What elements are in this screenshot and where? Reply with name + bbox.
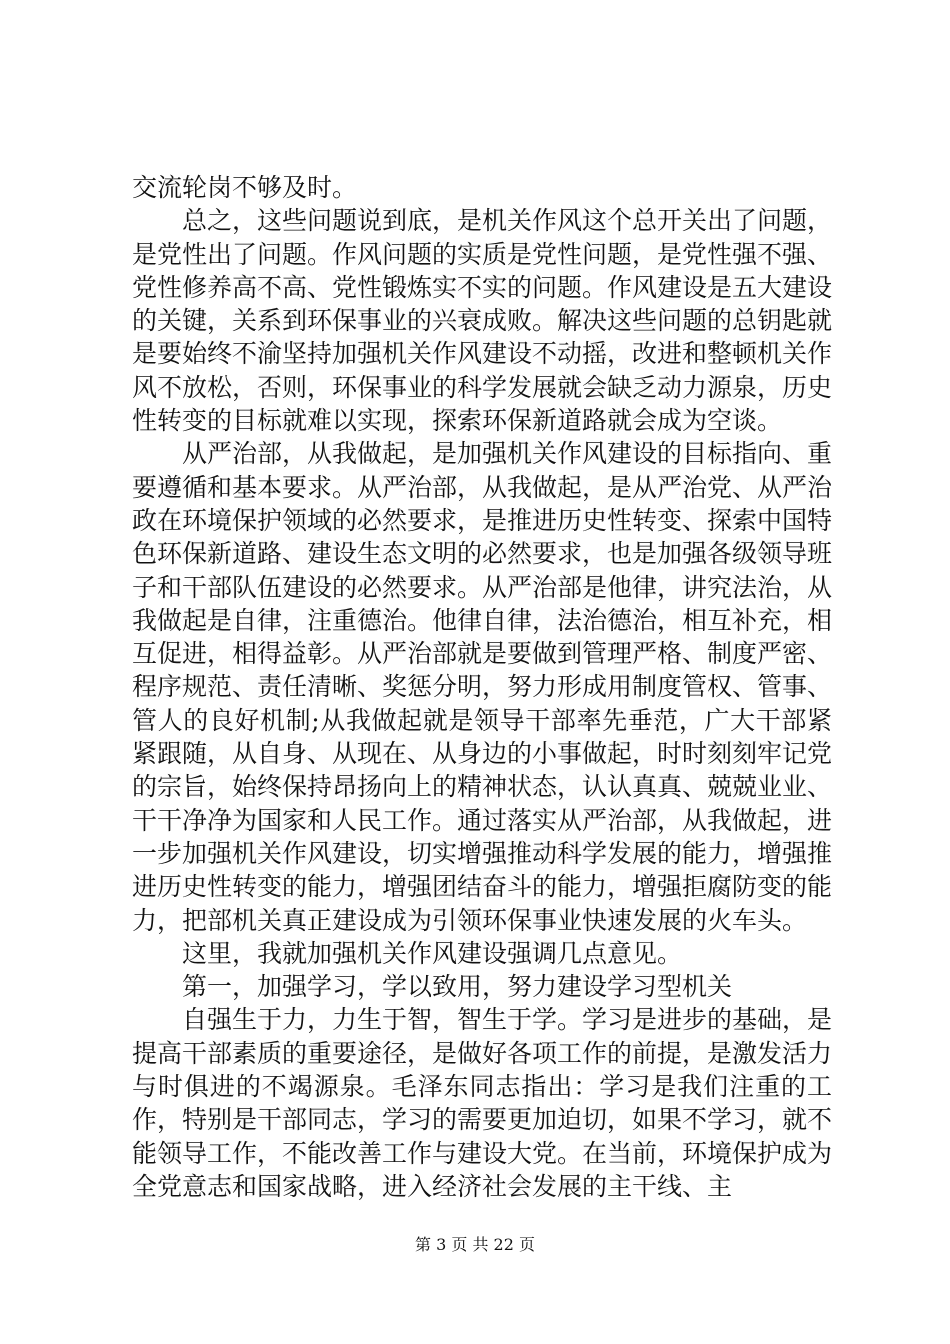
paragraph-4: 这里，我就加强机关作风建设强调几点意见。 bbox=[182, 938, 683, 968]
paragraph-6: 自强生于力，力生于智，智生于学。学习是进步的基础，是提高干部素质的重要途径，是做好各项工作的前提，是激发活力与时俱进的不竭源泉。毛泽东同志指出：学习是我们注重的工作，特别是干部同志，学习的需要更加迫切，如果不学习，就不能领导工作，不能改善工作与建设大党。在当前，环境保护成为全党意志和国家战略，进入经济社会发展的主干线、主 bbox=[132, 1005, 833, 1201]
paragraph-2: 总之，这些问题说到底，是机关作风这个总开关出了问题，是党性出了问题。作风问题的实质是党性问题，是党性强不强、党性修养高不高、党性锻炼实不实的问题。作风建设是五大建设的关键，关系到环保事业的兴衰成败。解决这些问题的总钥匙就是要始终不渝坚持加强机关作风建设不动摇，改进和整顿机关作风不放松，否则，环保事业的科学发展就会缺乏动力源泉，历史性转变的目标就难以实现，探索环保新道路就会成为空谈。 bbox=[132, 206, 833, 436]
document-body bbox=[132, 171, 832, 1203]
paragraph-1: 交流轮岗不够及时。 bbox=[132, 173, 358, 202]
section-heading: 第一，加强学习，学以致用，努力建设学习型机关 bbox=[182, 972, 733, 1002]
page-number-footer: 第 3 页 共 22 页 bbox=[415, 1235, 535, 1254]
paragraph-3: 从严治部，从我做起，是加强机关作风建设的目标指向、重要遵循和基本要求。从严治部，从我做起，是从严治党、从严治政在环境保护领域的必然要求，是推进历史性转变、探索中国特色环保新道路、建设生态文明的必然要求，也是加强各级领导班子和干部队伍建设的必然要求。从严治部是他律，讲究法治，从我做起是自律，注重德治。他律自律，法治德治，相互补充，相互促进，相得益彰。从严治部就是要做到管理严格、制度严密、程序规范、责任清晰、奖惩分明，努力形成用制度管权、管事、管人的良好机制;从我做起就是领导干部率先垂范，广大干部紧紧跟随，从自身、从现在、从身边的小事做起，时时刻刻牢记党的宗旨，始终保持昂扬向上的精神状态，认认真真、兢兢业业、干干净净为国家和人民工作。通过落实从严治部，从我做起，进一步加强机关作风建设，切实增强推动科学发展的能力，增强推进历史性转变的能力，增强团结奋斗的能力，增强拒腐防变的能力，把部机关真正建设成为引领环保事业快速发展的火车头。 bbox=[132, 439, 833, 935]
